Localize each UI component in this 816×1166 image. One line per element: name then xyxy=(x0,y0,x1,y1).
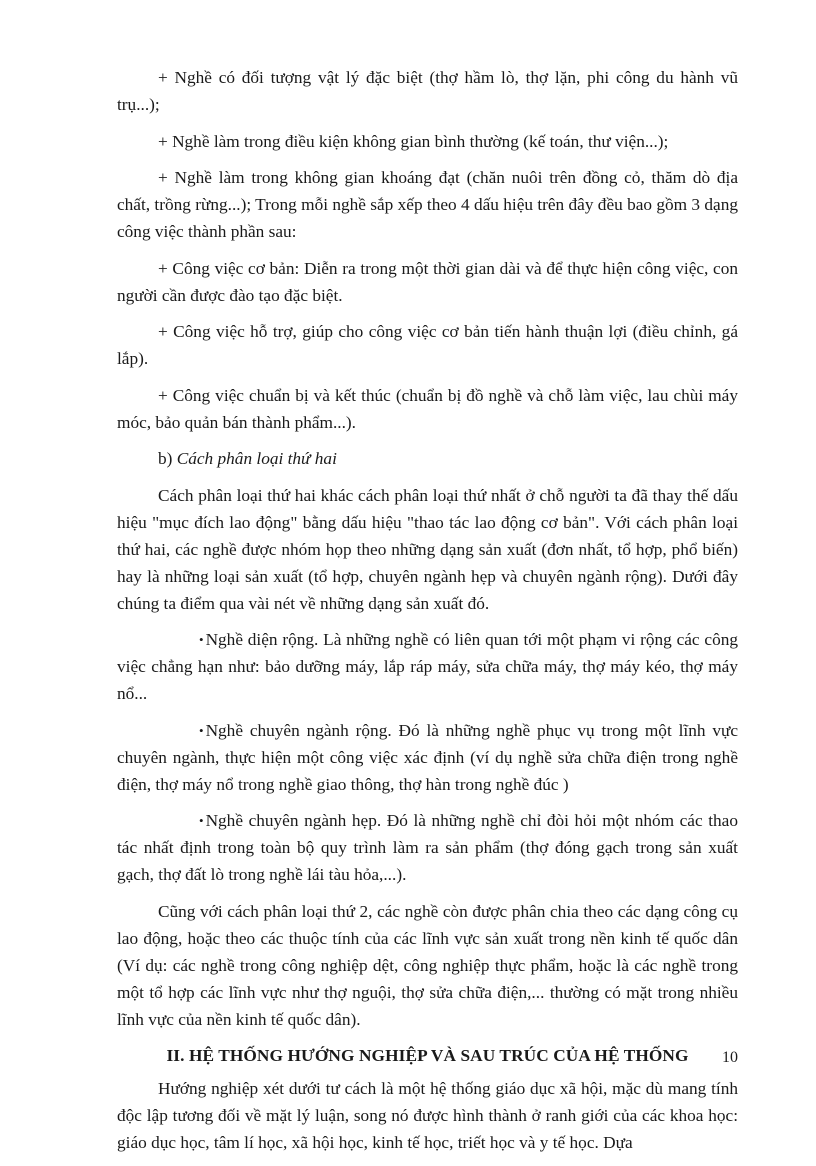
subheading-prefix: b) xyxy=(158,449,177,468)
paragraph-career-guidance-system: Hướng nghiệp xét dưới tư cách là một hệ thống giáo dục xã hội, mặc dù mang tính độc lập tương đối về mặt lý luận, song nó được hình thành ở ranh giới của các khoa học: giáo dục học, tâm lí học, xã hội học, kinh tế học, triết học và y tế học. Dựa xyxy=(117,1079,738,1152)
paragraph-normal-space-jobs: + Nghề làm trong điều kiện không gian bình thường (kế toán, thư viện...); xyxy=(158,131,669,151)
bullet-icon: • xyxy=(199,813,204,828)
section-heading: II. HỆ THỐNG HƯỚNG NGHIỆP VÀ SAU TRÚC CỦA HỆ THỐNG xyxy=(166,1046,689,1065)
paragraph-special-physical-object-jobs: + Nghề có đối tượng vật lý đặc biệt (thợ hầm lò, thợ lặn, phi công du hành vũ trụ...); xyxy=(117,68,738,114)
subheading-title: Cách phân loại thứ hai xyxy=(176,449,337,468)
subheading-second-classification xyxy=(117,445,738,472)
paragraph-support-work: + Công việc hỗ trợ, giúp cho công việc cơ bản tiến hành thuận lợi (điều chỉnh, gá lắp). xyxy=(117,322,738,368)
bullet-text: Nghề diện rộng. Là những nghề có liên quan tới một phạm vi rộng các công việc chẳng hạn như: bảo dưỡng máy, lắp ráp máy, sửa chữa máy, thợ máy kéo, thợ máy nổ... xyxy=(117,630,738,703)
bullet-icon: • xyxy=(199,722,204,738)
document-page xyxy=(117,64,738,1166)
bullet-text: Nghề chuyên ngành rộng. Đó là những nghề phục vụ trong một lĩnh vực chuyên ngành, thực hiện một công việc xác định (ví dụ nghề sửa chữa điện trong nghề điện, thợ máy nổ trong nghề giao thông, thợ hàn trong nghề đúc ) xyxy=(117,720,738,794)
paragraph-tool-based-classification: Cũng với cách phân loại thứ 2, các nghề còn được phân chia theo các dạng công cụ lao động, hoặc theo các thuộc tính của các lĩnh vực sản xuất trong nền kinh tế quốc dân (Ví dụ: các nghề trong công nghiệp dệt, công nghiệp thực phẩm, hoặc là các nghề trong một tổ hợp các lĩnh vực như thợ nguội, thợ sửa chữa điện,... thường có mặt trong nhiều lĩnh vực của nền kinh tế quốc dân). xyxy=(117,901,738,1029)
paragraph-second-classification-intro: Cách phân loại thứ hai khác cách phân loại thứ nhất ở chỗ người ta đã thay thế dấu hiệu "mục đích lao động" bằng dấu hiệu "thao tác lao động cơ bản". Với cách phân loại thứ hai, các nghề được nhóm họp theo những dạng sản xuất (đơn nhất, tổ hợp, phổ biến) hay là những loại sản xuất (tổ hợp, chuyên ngành hẹp và chuyên ngành rộng). Dưới đây chúng ta điểm qua vài nét về những dạng sản xuất đó. xyxy=(117,485,738,613)
paragraph-basic-work: + Công việc cơ bản: Diễn ra trong một thời gian dài và để thực hiện công việc, con người cần được đào tạo đặc biệt. xyxy=(117,258,738,305)
paragraph-prep-and-finish-work: + Công việc chuẩn bị và kết thúc (chuẩn bị đồ nghề và chỗ làm việc, lau chùi máy móc, bảo quản bán thành phẩm...). xyxy=(117,385,738,432)
bullet-item-narrow-specialty-jobs xyxy=(117,807,738,888)
bullet-item-broad-jobs xyxy=(117,626,738,707)
bullet-text: Nghề chuyên ngành hẹp. Đó là những nghề chỉ đòi hỏi một nhóm các thao tác nhất định trong toàn bộ quy trình làm ra sản phẩm (thợ đóng gạch trong sản xuất gạch, thợ đất lò trong nghề lái tàu hỏa,...). xyxy=(117,811,738,884)
bullet-item-broad-specialty-jobs xyxy=(117,717,738,798)
page-number: 10 xyxy=(722,1049,738,1066)
bullet-icon: • xyxy=(199,632,204,647)
paragraph-open-space-jobs: + Nghề làm trong không gian khoáng đạt (chăn nuôi trên đồng cỏ, thăm dò địa chất, trồng rừng...); Trong mỗi nghề sắp xếp theo 4 dấu hiệu trên đây đều bao gồm 3 dạng công việc thành phần sau: xyxy=(117,168,738,241)
